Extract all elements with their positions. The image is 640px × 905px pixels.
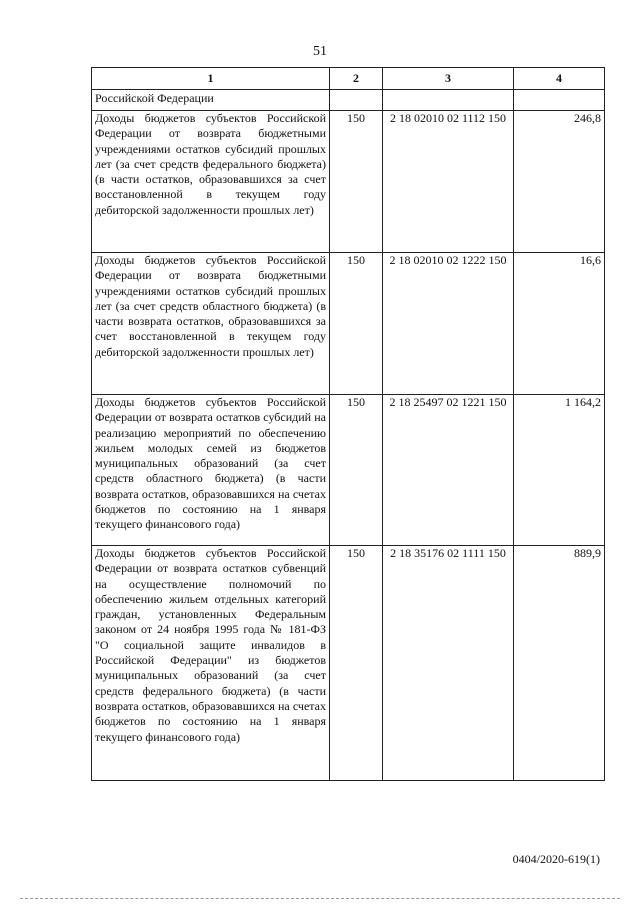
document-code: 0404/2020-619(1)	[512, 852, 600, 866]
header-col-4: 4	[514, 68, 605, 90]
table-row	[92, 111, 605, 253]
row-description: Доходы бюджетов субъектов Российской Федерации от возврата остатков субсидий на реализацию мероприятий по обеспечению жильем молодых семей из бюджетов муниципальных образований (за счет средств областного бюджета) (в части возврата остатков, образовавшихся на счетах бюджетов по состоянию на 1 января текущего финансового года)	[92, 395, 330, 546]
table-row	[92, 395, 605, 546]
row-admin-code: 150	[330, 111, 383, 253]
header-col-3: 3	[383, 68, 514, 90]
row-description: Доходы бюджетов субъектов Российской Федерации от возврата бюджетными учреждениями остатков субсидий прошлых лет (за счет средств федерального бюджета) (в части остатков, образовавшихся за счет восстановленной в текущем году дебиторской задолженности прошлых лет)	[92, 111, 330, 253]
row-kbk: 2 18 35176 02 1111 150	[383, 546, 514, 781]
continuation-text: Российской Федерации	[92, 90, 330, 111]
header-row	[92, 68, 605, 90]
scan-edge-divider	[20, 898, 620, 899]
header-col-1: 1	[92, 68, 330, 90]
empty-cell	[330, 90, 383, 111]
row-amount: 1 164,2	[514, 395, 605, 546]
row-amount: 889,9	[514, 546, 605, 781]
row-admin-code: 150	[330, 395, 383, 546]
row-amount: 246,8	[514, 111, 605, 253]
page-number: 51	[313, 44, 327, 59]
row-amount: 16,6	[514, 253, 605, 395]
row-kbk: 2 18 25497 02 1221 150	[383, 395, 514, 546]
row-kbk: 2 18 02010 02 1222 150	[383, 253, 514, 395]
revenue-table	[91, 67, 605, 781]
row-admin-code: 150	[330, 253, 383, 395]
row-description: Доходы бюджетов субъектов Российской Федерации от возврата бюджетными учреждениями остатков субсидий прошлых лет (за счет средств областного бюджета) (в части возврата остатков, образовавшихся за счет восстановленной в текущем году дебиторской задолженности прошлых лет)	[92, 253, 330, 395]
empty-cell	[383, 90, 514, 111]
row-description: Доходы бюджетов субъектов Российской Федерации от возврата остатков субвенций на осуществление полномочий по обеспечению жильем отдельных категорий граждан, установленных Федеральным законом от 24 ноября 1995 года № 181-ФЗ "О социальной защите инвалидов в Российской Федерации" из бюджетов муниципальных образований (за счет средств федерального бюджета) (в части возврата остатков, образовавшихся на счетах бюджетов по состоянию на 1 января текущего финансового года)	[92, 546, 330, 781]
continuation-row	[92, 90, 605, 111]
row-admin-code: 150	[330, 546, 383, 781]
empty-cell	[514, 90, 605, 111]
row-kbk: 2 18 02010 02 1112 150	[383, 111, 514, 253]
header-col-2: 2	[330, 68, 383, 90]
table-row	[92, 253, 605, 395]
table-row	[92, 546, 605, 781]
